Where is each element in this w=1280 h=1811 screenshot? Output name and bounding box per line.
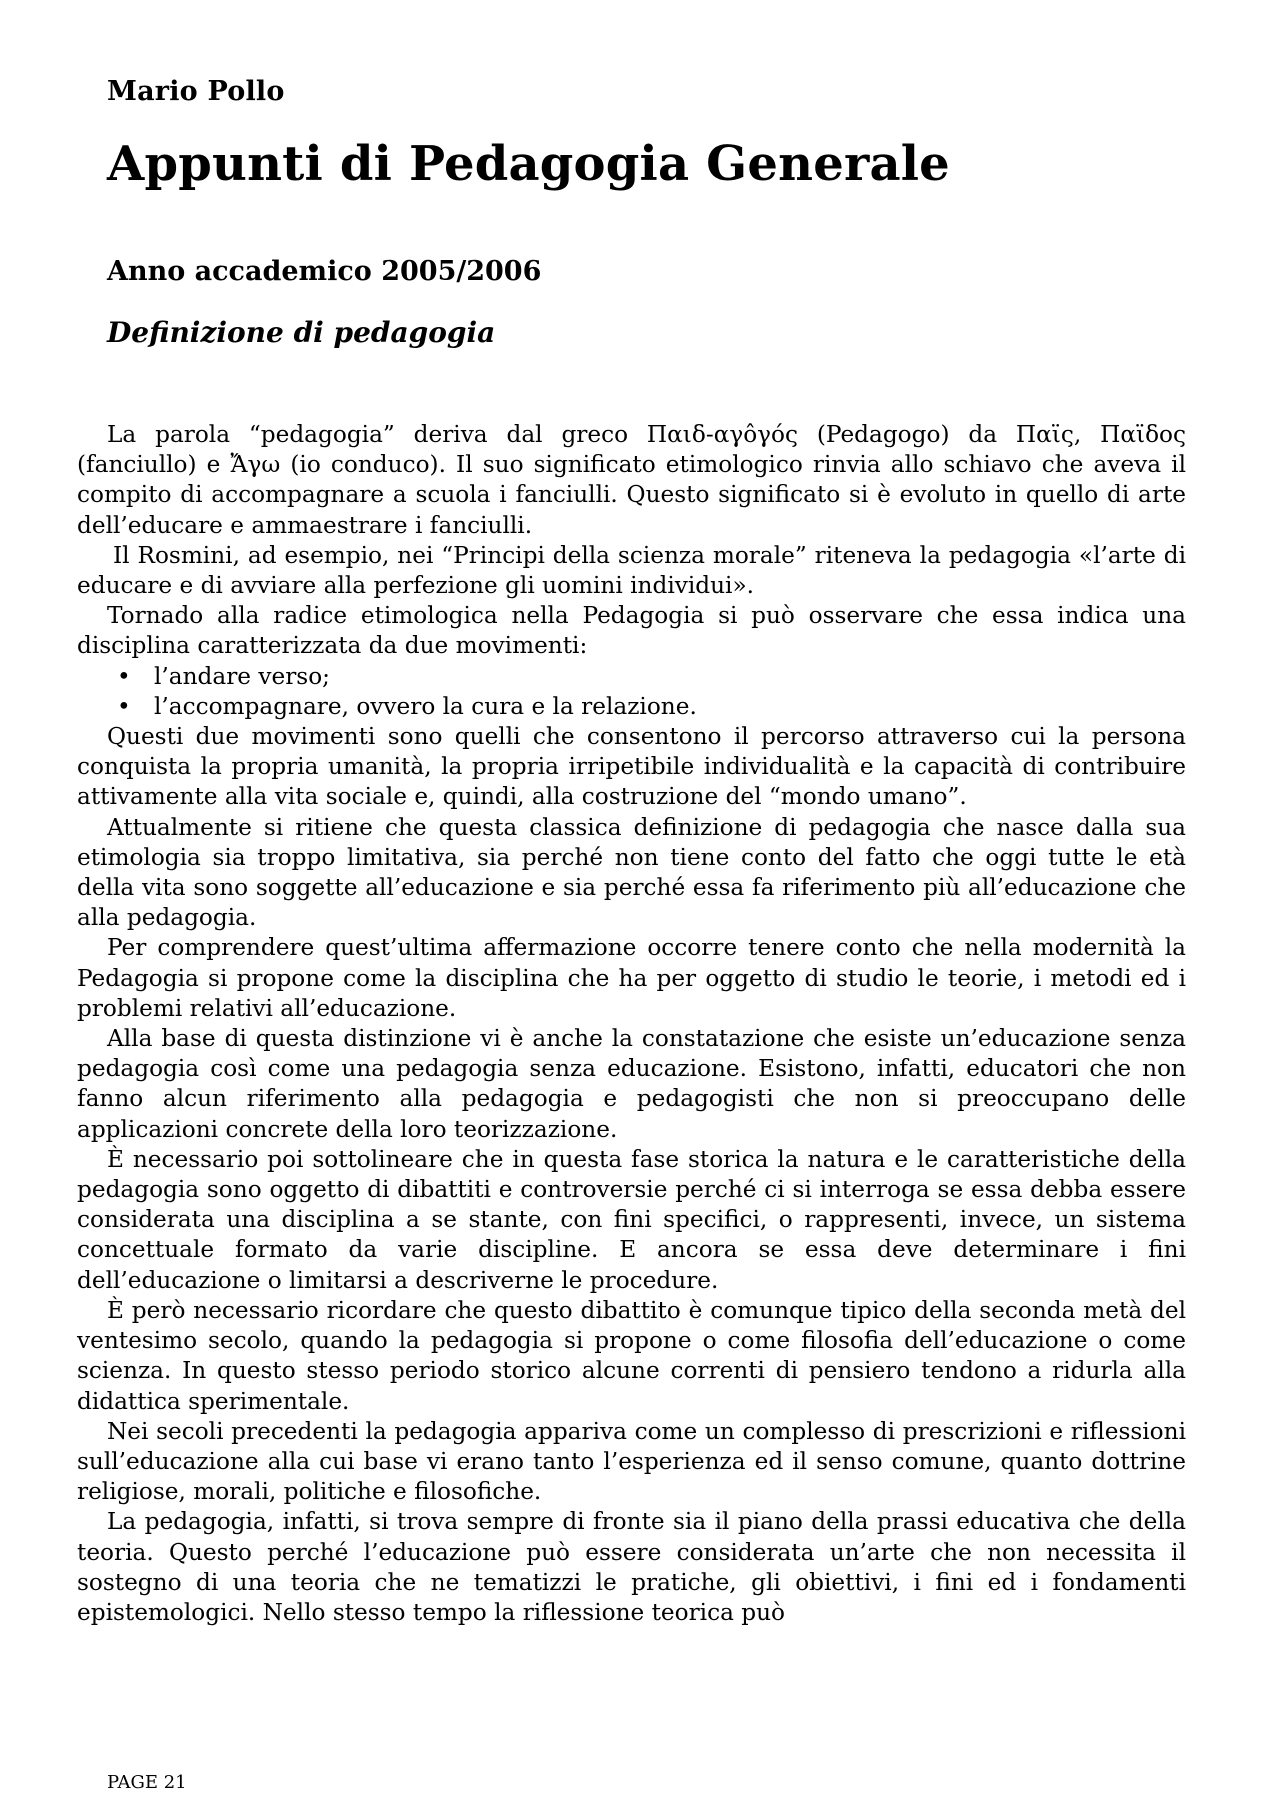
paragraph-11: La pedagogia, infatti, si trova sempre di fronte sia il piano della prassi educativa che della teoria. Questo perché l’educazione può essere considerata un’arte che non necessita il sostegno di una teoria che ne tematizzi le pratiche, gli obiettivi, i fini ed i fondamenti epistemologici. Nello stesso tempo la riflessione teorica può (77, 1508, 1186, 1626)
author-name: Mario Pollo (107, 76, 285, 107)
paragraph-5: Attualmente si ritiene che questa classica definizione di pedagogia che nasce dalla sua etimologia sia troppo limitativa, sia perché non tiene conto del fatto che oggi tutte le età della vita sono soggette all’educazione e sia perché essa fa riferimento più all’educazione che alla pedagogia. (77, 813, 1186, 932)
paragraph-3: Tornado alla radice etimologica nella Pedagogia si può osservare che essa indica una disciplina caratterizzata da due movimenti: (77, 602, 1186, 660)
bullet-icon: • (117, 662, 131, 690)
list-item (77, 692, 1186, 722)
section-heading: Definizione di pedagogia (107, 316, 496, 349)
paragraph-8: È necessario poi sottolineare che in questa fase storica la natura e le caratteristiche della pedagogia sono oggetto di dibattiti e controversie perché ci si interroga se essa debba essere considerata una disciplina a se stante, con fini specifici, o rappresenti, invece, un sistema concettuale formato da varie discipline. E ancora se essa deve determinare i fini dell’educazione o limitarsi a descriverne le procedure. (77, 1145, 1186, 1294)
document-title: Appunti di Pedagogia Generale (107, 136, 950, 192)
academic-year: Anno accademico 2005/2006 (107, 256, 542, 287)
list-item (77, 662, 1186, 692)
paragraph-4: Questi due movimenti sono quelli che consentono il percorso attraverso cui la persona conquista la propria umanità, la propria irripetibile individualità e la capacità di contribuire attivamente alla vita sociale e, quindi, alla costruzione del “mondo umano”. (77, 723, 1186, 811)
page-number: PAGE 21 (107, 1772, 187, 1793)
paragraph-2: Il Rosmini, ad esempio, nei “Principi della scienza morale” riteneva la pedagogia «l’arte di educare e di avviare alla perfezione gli uomini individui». (77, 541, 1186, 600)
list-item-text: l’accompagnare, ovvero la cura e la relazione. (154, 692, 697, 720)
paragraph-10: Nei secoli precedenti la pedagogia appariva come un complesso di prescrizioni e riflessioni sull’educazione alla cui base vi erano tanto l’esperienza ed il senso comune, quanto dottrine religiose, morali, politiche e filosofiche. (77, 1417, 1186, 1506)
paragraph-7: Alla base di questa distinzione vi è anche la constatazione che esiste un’educazione senza pedagogia così come una pedagogia senza educazione. Esistono, infatti, educatori che non fanno alcun riferimento alla pedagogia e pedagogisti che non si preoccupano delle applicazioni concrete della loro teorizzazione. (77, 1025, 1186, 1143)
paragraph-9: È però necessario ricordare che questo dibattito è comunque tipico della seconda metà del ventesimo secolo, quando la pedagogia si propone o come filosofia dell’educazione o come scienza. In questo stesso periodo storico alcune correnti di pensiero tendono a ridurla alla didattica sperimentale. (77, 1296, 1186, 1415)
bullet-icon: • (117, 692, 131, 720)
body-text (77, 420, 1186, 1628)
paragraph-6: Per comprendere quest’ultima affermazione occorre tenere conto che nella modernità la Pedagogia si propone come la disciplina che ha per oggetto di studio le teorie, i metodi ed i problemi relativi all’educazione. (77, 934, 1186, 1022)
list-item-text: l’andare verso; (154, 662, 330, 690)
bullet-list (77, 662, 1186, 722)
paragraph-1: La parola “pedagogia” deriva dal greco Παιδ-αγôγός (Pedagogo) da Παϊς, Παϊδος (fanciullo) e Ἄγω (io conduco). Il suo significato etimologico rinvia allo schiavo che aveva il compito di accompagnare a scuola i fanciulli. Questo significato si è evoluto in quello di arte dell’educare e ammaestrare i fanciulli. (77, 421, 1186, 539)
